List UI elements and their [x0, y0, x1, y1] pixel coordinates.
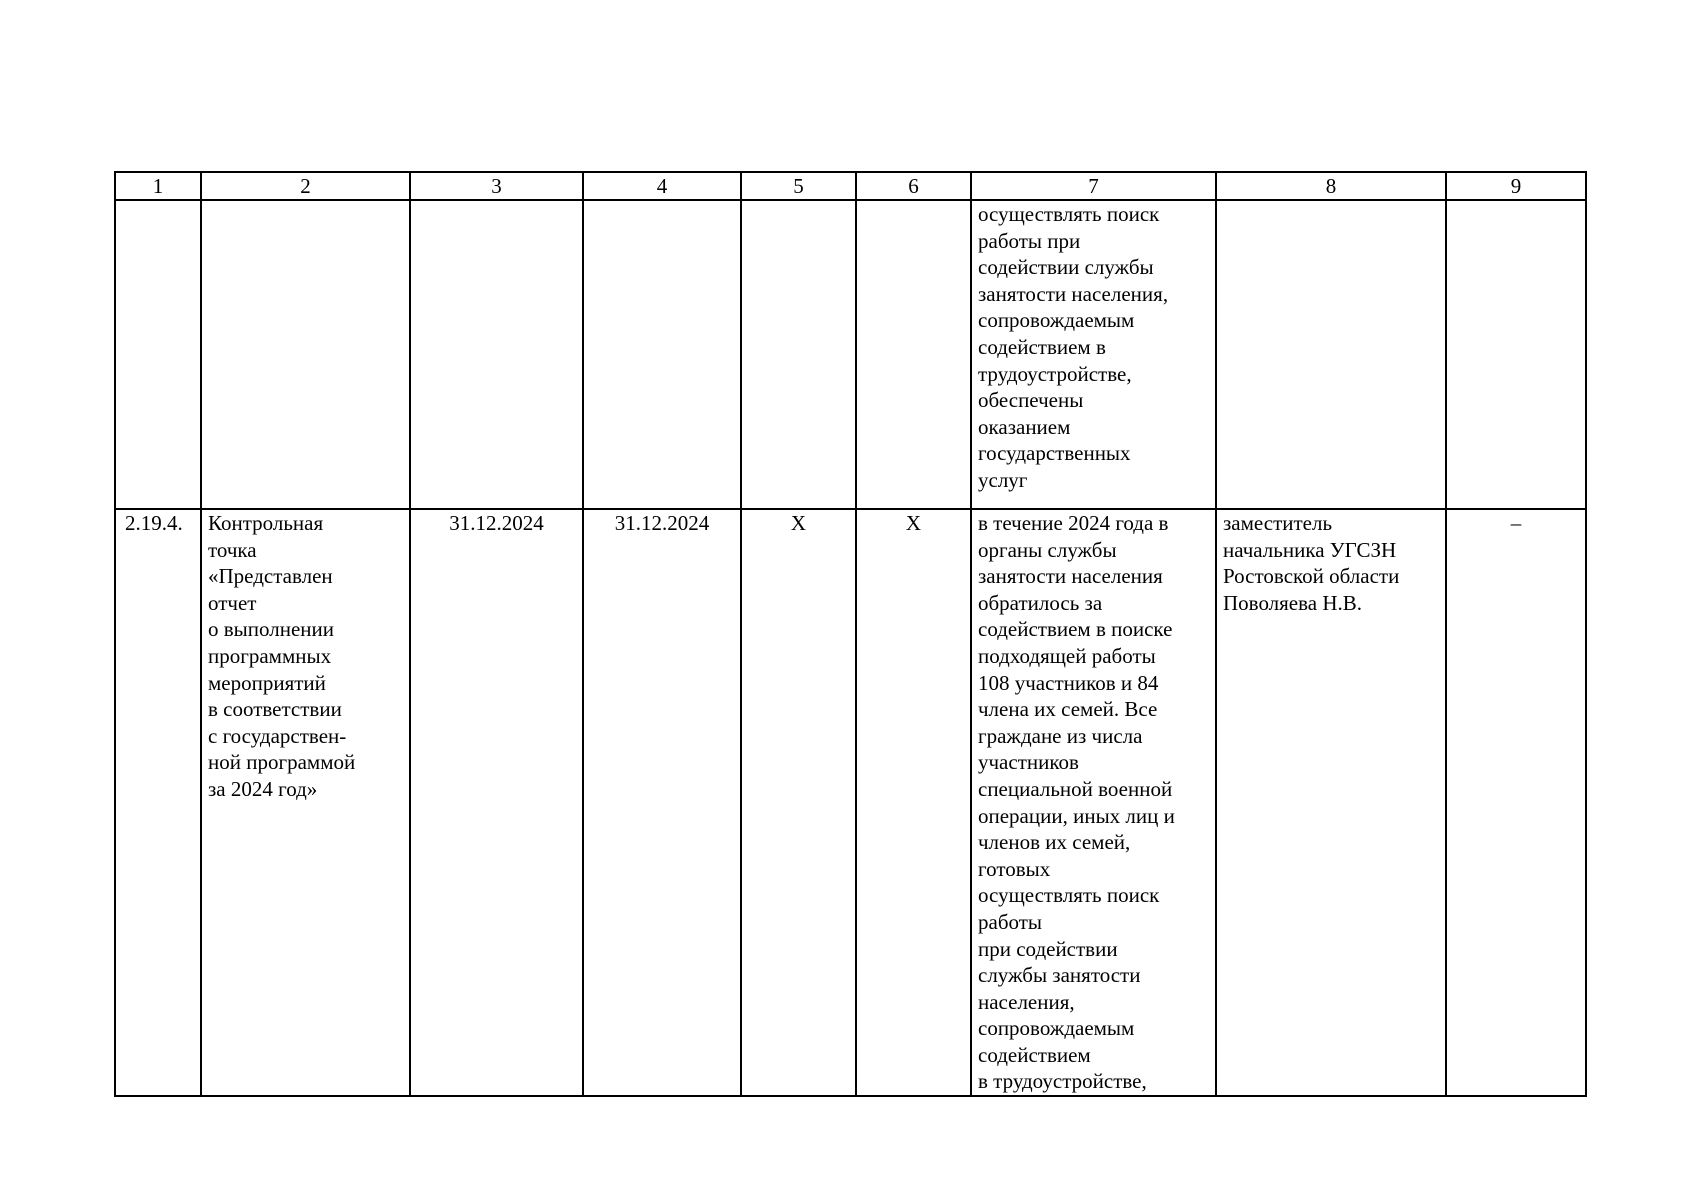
text-line: осуществлять поиск: [978, 202, 1160, 226]
text-line: в течение 2024 года в: [978, 511, 1169, 535]
text-line: содействием в: [978, 334, 1106, 359]
text-line: занятости населения: [978, 564, 1163, 589]
header-cell-3: 3: [410, 172, 583, 200]
text-line: граждане из числа: [978, 723, 1143, 748]
header-cell-7: 7: [971, 172, 1216, 200]
event-name-cell: [201, 509, 410, 1096]
text-line: населения,: [978, 989, 1075, 1014]
text-line: Контрольная: [208, 511, 324, 535]
col6-mark-cell: Х: [856, 509, 971, 1096]
text-line: мероприятий: [208, 670, 326, 695]
document-page: [114, 171, 1585, 1097]
header-cell-1: 1: [115, 172, 201, 200]
text-line: программных: [208, 643, 332, 668]
text-line: членов их семей,: [978, 830, 1131, 855]
cont-cell-9: [1446, 200, 1586, 509]
cont-cell-3: [410, 200, 583, 509]
cont-cell-5: [741, 200, 856, 509]
start-date-cell: 31.12.2024: [410, 509, 583, 1096]
text-line: службы занятости: [978, 963, 1141, 988]
text-line: обратилось за: [978, 590, 1103, 615]
text-line: работы: [978, 909, 1043, 934]
cont-cell-6: [856, 200, 971, 509]
text-line: осуществлять поиск: [978, 883, 1160, 908]
text-line: члена их семей. Все: [978, 697, 1158, 722]
responsible-cell: [1216, 509, 1446, 1096]
text-line: оказанием: [978, 414, 1071, 439]
text-line: в трудоустройстве,: [978, 1069, 1147, 1094]
text-line: подходящей работы: [978, 643, 1156, 668]
text-line: содействии службы: [978, 255, 1154, 280]
text-line: начальника УГСЗН: [1223, 537, 1397, 562]
text-line: сопровождаемым: [978, 1016, 1135, 1041]
report-table: [114, 171, 1587, 1097]
text-line: с государствен-: [208, 723, 347, 748]
cont-cell-2: [201, 200, 410, 509]
text-line: «Представлен: [208, 564, 333, 589]
text-line: в соответствии: [208, 697, 342, 722]
text-line: трудоустройстве,: [978, 361, 1132, 386]
col9-cell: –: [1446, 509, 1586, 1096]
row-number-cell: 2.19.4.: [115, 509, 201, 1096]
text-line: 108 участников и 84: [978, 670, 1159, 695]
cont-result-cell: [971, 200, 1216, 509]
header-cell-4: 4: [583, 172, 741, 200]
text-line: содействием: [978, 1042, 1091, 1067]
text-line: при содействии: [978, 936, 1118, 961]
result-cell: [971, 509, 1216, 1096]
text-line: обеспечены: [978, 388, 1084, 413]
text-line: за 2024 год»: [208, 776, 318, 801]
text-line: операции, иных лиц и: [978, 803, 1175, 828]
header-cell-6: 6: [856, 172, 971, 200]
text-line: о выполнении: [208, 617, 334, 642]
cont-cell-4: [583, 200, 741, 509]
text-line: ной программой: [208, 750, 356, 775]
header-cell-8: 8: [1216, 172, 1446, 200]
header-cell-5: 5: [741, 172, 856, 200]
end-date-cell: 31.12.2024: [583, 509, 741, 1096]
text-line: услуг: [978, 467, 1028, 492]
cont-cell-1: [115, 200, 201, 509]
text-line: точка: [208, 537, 257, 562]
column-numbers-row: [115, 172, 1586, 200]
text-line: отчет: [208, 590, 257, 615]
text-line: специальной военной: [978, 776, 1173, 801]
text-line: заместитель: [1223, 511, 1333, 535]
header-cell-9: 9: [1446, 172, 1586, 200]
text-line: содействием в поиске: [978, 617, 1173, 642]
table-row: [115, 509, 1586, 1096]
col5-mark-cell: Х: [741, 509, 856, 1096]
text-line: органы службы: [978, 537, 1117, 562]
text-line: Ростовской области: [1223, 564, 1400, 589]
text-line: работы при: [978, 228, 1081, 253]
text-line: готовых: [978, 856, 1051, 881]
text-line: Поволяева Н.В.: [1223, 590, 1363, 615]
text-line: государственных: [978, 441, 1131, 466]
text-line: участников: [978, 750, 1079, 775]
text-line: сопровождаемым: [978, 308, 1135, 333]
header-cell-2: 2: [201, 172, 410, 200]
text-line: занятости населения,: [978, 281, 1169, 306]
continuation-row: [115, 200, 1586, 509]
cont-cell-8: [1216, 200, 1446, 509]
